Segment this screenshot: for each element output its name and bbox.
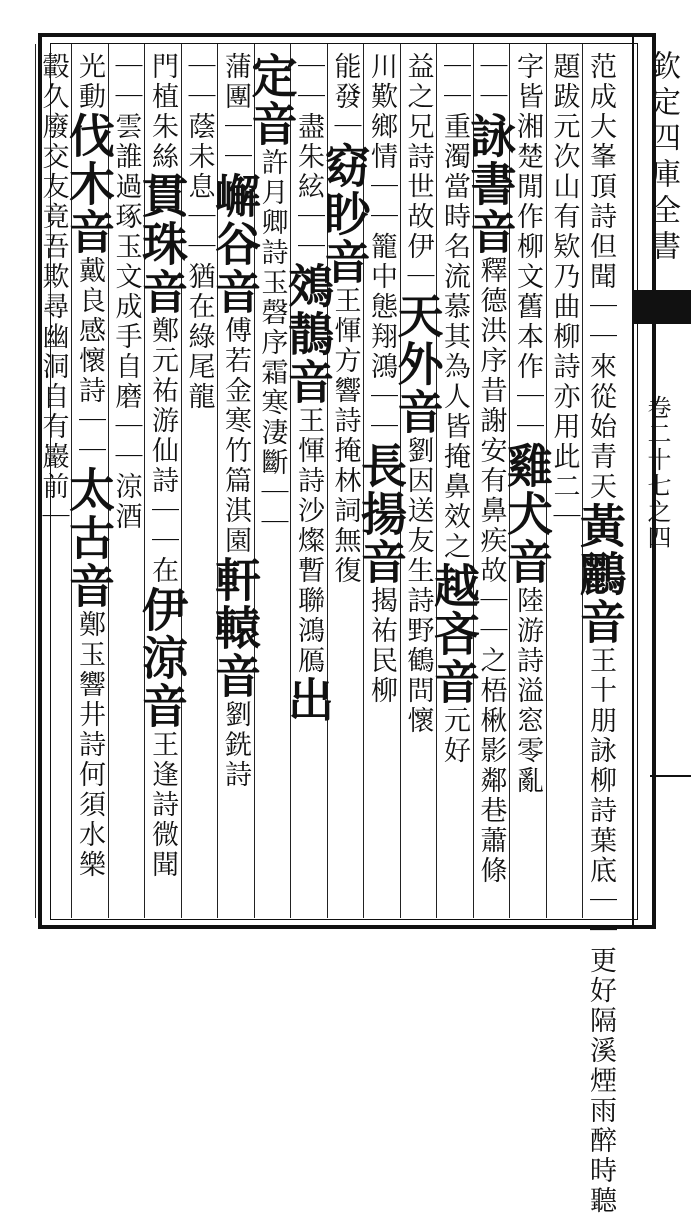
volume-label: 卷二十七之四 [643, 395, 671, 551]
text-column [38, 52, 68, 532]
text-segment: 光動 [74, 52, 105, 112]
column-rule [582, 44, 583, 918]
heading-term: 太古音 [62, 466, 116, 610]
heading-term: 窈眇音 [317, 142, 372, 286]
text-segment: 王十朋詠柳詩葉底 [585, 646, 616, 886]
text-segment: 王逢詩微聞 [147, 730, 178, 880]
heading-term: 雞犬音 [500, 442, 554, 586]
text-segment: 范成大峯頂詩但聞 [585, 52, 616, 292]
column-rule [290, 44, 291, 918]
text-segment: 字皆湘楚閒作柳文舊本作｜｜ [512, 52, 543, 442]
heading-term: 伐木音 [62, 112, 116, 256]
text-segment: 梧楸影鄰巷蕭條 [475, 676, 507, 886]
column-rule [436, 44, 437, 918]
text-column [208, 52, 262, 790]
sidebar-black-mark [634, 290, 691, 324]
book-title: 欽定四庫全書 [645, 50, 680, 266]
text-segment: 問懷 [402, 676, 434, 736]
heading-term: 詠書音 [463, 112, 518, 256]
text-segment: 序霜寒淒斷｜｜ [256, 328, 288, 538]
text-segment: ｜｜ [475, 52, 507, 112]
text-segment: 川歎鄉情｜｜ [366, 52, 397, 232]
text-segment: 綠尾龍 [183, 322, 215, 412]
text-segment: 門植朱絲 [147, 52, 178, 172]
text-segment: ｜｜ [293, 52, 324, 112]
text-segment: 益之兄詩世故伊｜ [402, 52, 434, 292]
text-segment: 籠中態翔鴻｜｜ [366, 232, 397, 442]
text-segment: 久廢交友竟吾欺 [37, 82, 69, 292]
text-segment: ｜｜涼酒 [110, 412, 142, 532]
heading-term: 黃鸝音 [573, 502, 627, 646]
text-segment: 重濁當時名流慕其為人皆掩鼻效之 [439, 112, 470, 562]
text-segment: 劉銑詩 [220, 700, 251, 790]
text-segment: 許月卿詩玉磬 [256, 148, 288, 328]
sidebar-tick [650, 775, 691, 777]
text-segment: 蔭未息｜｜ [183, 112, 215, 262]
text-segment: 戴良感懷詩｜｜ [74, 256, 105, 466]
text-segment: 能發｜ [329, 52, 361, 142]
text-segment: ｜｜更好隔溪煙雨醉時聽 [585, 886, 616, 1216]
text-segment: 盡朱絃｜｜ [293, 112, 324, 262]
text-segment: 王惲方響詩掩 [329, 286, 361, 466]
text-segment: ｜｜ [183, 52, 215, 112]
heading-term: 出 [281, 676, 335, 724]
text-column [135, 52, 189, 880]
text-column [62, 52, 116, 880]
heading-term: 定音 [244, 52, 299, 148]
heading-term: 鵁鶄音 [281, 262, 335, 406]
heading-term: 貫珠音 [135, 172, 189, 316]
text-segment: ｜｜ [110, 52, 142, 112]
heading-term: 長揚音 [354, 442, 408, 586]
heading-term: 越吝音 [427, 562, 481, 706]
text-segment: ｜｜來從始青天 [585, 292, 616, 502]
text-segment: 陸游詩溢窓零亂 [512, 586, 543, 796]
text-segment: 元好 [439, 706, 470, 766]
text-column [390, 52, 445, 736]
text-segment: 尋幽洞自有巖前｜ [37, 292, 69, 532]
text-segment: 轂 [37, 52, 69, 82]
text-segment: 王惲詩沙燦暫聯鴻鴈 [293, 406, 324, 676]
sidebar-divider [632, 33, 634, 929]
text-column [573, 52, 627, 1216]
heading-term: 伊涼音 [135, 586, 189, 730]
text-segment: 傅若金寒竹篇淇園 [220, 316, 251, 556]
text-segment: 釋德洪序昔謝安有鼻疾故｜｜之 [475, 256, 507, 676]
text-segment: ｜ [548, 502, 580, 532]
text-segment: 鄭玉響井詩何須水樂 [74, 610, 105, 880]
text-segment: 題跋元次山有欵乃曲柳詩亦用此二 [548, 52, 580, 502]
text-segment: 鄭元祐游仙詩｜｜在 [147, 316, 178, 586]
heading-term: 天外音 [390, 292, 445, 436]
text-segment: ｜｜ [439, 52, 470, 112]
heading-term: 嶰谷音 [208, 172, 262, 316]
text-segment: 揭祐民柳 [366, 586, 397, 706]
heading-term: 軒轅音 [208, 556, 262, 700]
text-segment: 猶在 [183, 262, 215, 322]
text-column [281, 52, 335, 724]
text-segment: 劉因送友生詩野鶴 [402, 436, 434, 676]
text-column [463, 52, 518, 886]
text-segment: 林詞無復 [329, 466, 361, 586]
text-segment: 雲誰過琢玉文成手自磨 [110, 112, 142, 412]
column-rule [35, 44, 36, 918]
text-segment: 蒲團｜｜ [220, 52, 251, 172]
